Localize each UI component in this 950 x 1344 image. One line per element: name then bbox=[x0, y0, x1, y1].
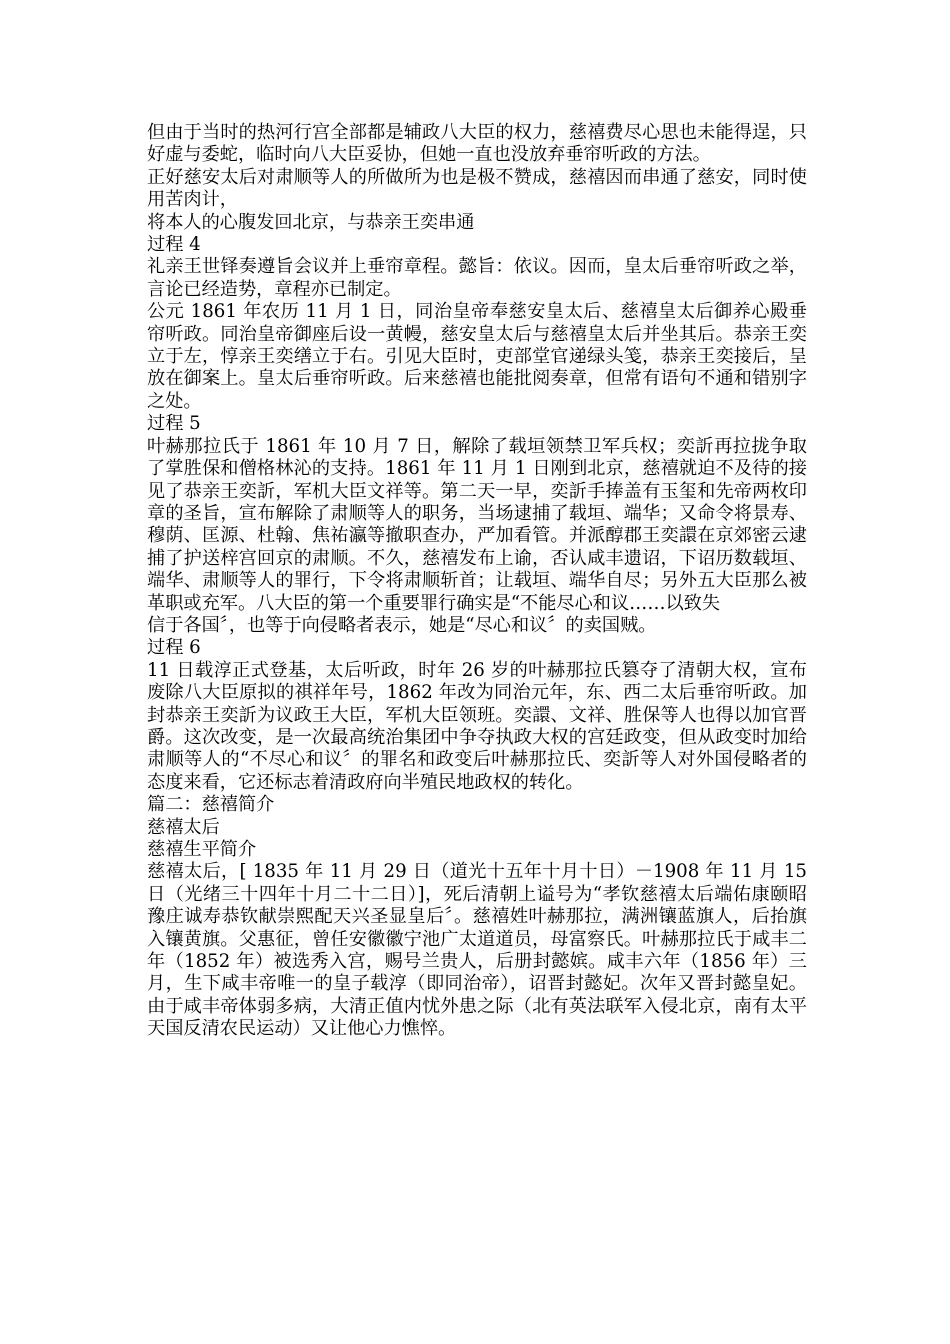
section-heading-empress-dowager: 慈禧太后 bbox=[147, 816, 220, 838]
section-heading-biography: 慈禧生平简介 bbox=[147, 839, 257, 860]
paragraph-send-back-beijing: 将本人的心腹发回北京，与恭亲王奕串通 bbox=[147, 211, 475, 233]
paragraph-biography: 慈禧太后，[ 1835 年 11 月 29 日（道光十五年十月十日）－1908 年 11 月 15 日（光绪三十四年十月二十二日）]，死后清朝上谥号为“孝钦慈禧太后端佑康颐昭豫庄诚寿恭钦献崇熙配天兴圣显皇后〞。慈禧姓叶赫那拉，满洲镶蓝旗人，后抬旗入镶黄旗。父惠征，曾任安徽徽宁池广太道道员，母富察氏。叶赫那拉氏于咸丰二年（1852 年）被选秀入宫，赐号兰贵人，后册封懿嫔。咸丰六年（1856 年）三月，生下咸丰帝唯一的皇子载淳（即同治帝），诏晋封懿妃。次年又晋封懿皇妃。由于咸丰帝体弱多病，大清正值内忧外患之际（北有英法联军入侵北京，南有太平天国反清农民运动）又让他心力憔悴。 bbox=[147, 861, 807, 1040]
section-heading-process-5: 过程 5 bbox=[147, 413, 201, 435]
paragraph-cian-collusion: 正好慈安太后对肃顺等人的所做所为也是极不赞成，慈禧因而串通了慈安，同时使用苦肉计， bbox=[147, 166, 807, 211]
paragraph-regency-rules: 礼亲王世铎奏遵旨会议并上垂帘章程。懿旨：依议。因而，皇太后垂帘听政之举，言论已经造势，章程亦已制定。 bbox=[147, 256, 807, 300]
paragraph-hehe-palace: 但由于当时的热河行宫全部都是辅政八大臣的权力，慈禧费尽心思也未能得逞，只好虚与委蛇，临时向八大臣妥协，但她一直也没放弃垂帘听政的方法。 bbox=[147, 122, 807, 166]
section-heading-process-6: 过程 6 bbox=[147, 637, 201, 659]
section-heading-part-two: 篇二：慈禧简介 bbox=[147, 794, 275, 816]
section-heading-process-4: 过程 4 bbox=[147, 234, 201, 256]
document-body bbox=[147, 122, 807, 1041]
paragraph-coup-details: 叶赫那拉氏于 1861 年 10 月 7 日，解除了载垣领禁卫军兵权；奕訢再拉拢争取了掌胜保和僧格林沁的支持。1861 年 11 月 1 日刚到北京，慈禧就迫不及待的接见了恭亲王奕訢，军机大臣文祥等。第二天一早，奕訢手捧盖有玉玺和先帝两枚印章的圣旨，宣布解除了肃顺等人的职务，当场逮捕了载垣、端华；又命令将景寿、穆荫、匡源、杜翰、焦祐瀛等撤职查办，严加看管。并派醇郡王奕譞在京郊密云逮捕了护送梓宫回京的肃顺。不久，慈禧发布上谕，否认咸丰遗诏，下诏历数载垣、端华、肃顺等人的罪行，下令将肃顺斩首；让载垣、端华自尽；另外五大臣那么被革职或充军。八大臣的第一个重要罪行确实是“不能尽心和议……以致失 bbox=[147, 435, 807, 614]
paragraph-coup-continued: 信于各国〞，也等于向侵略者表示，她是“尽心和议〞的卖国贼。 bbox=[147, 614, 657, 636]
paragraph-1861-regency: 公元 1861 年农历 11 月 1 日，同治皇帝奉慈安皇太后、慈禧皇太后御养心殿垂帘听政。同治皇帝御座后设一黄幔，慈安皇太后与慈禧皇太后并坐其后。恭亲王奕立于左，惇亲王奕缮立于右。引见大臣时，吏部堂官递绿头笺，恭亲王奕接后，呈放在御案上。皇太后垂帘听政。后来慈禧也能批阅奏章，但常有语句不通和错别字之处。 bbox=[147, 301, 807, 412]
paragraph-tongzhi-enthronement: 11 日载淳正式登基，太后听政，时年 26 岁的叶赫那拉氏篡夺了清朝大权，宣布废除八大臣原拟的祺祥年号，1862 年改为同治元年，东、西二太后垂帘听政。加封恭亲王奕訢为议政王大臣，军机大臣领班。奕譞、文祥、胜保等人也得以加官晋爵。这次改变，是一次最高统治集团中争夺执政大权的宫廷政变，但从政变时加给肃顺等人的“不尽心和议〞的罪名和政变后叶赫那拉氏、奕訢等人对外国侵略者的态度来看，它还标志着清政府向半殖民地政权的转化。 bbox=[147, 659, 807, 793]
